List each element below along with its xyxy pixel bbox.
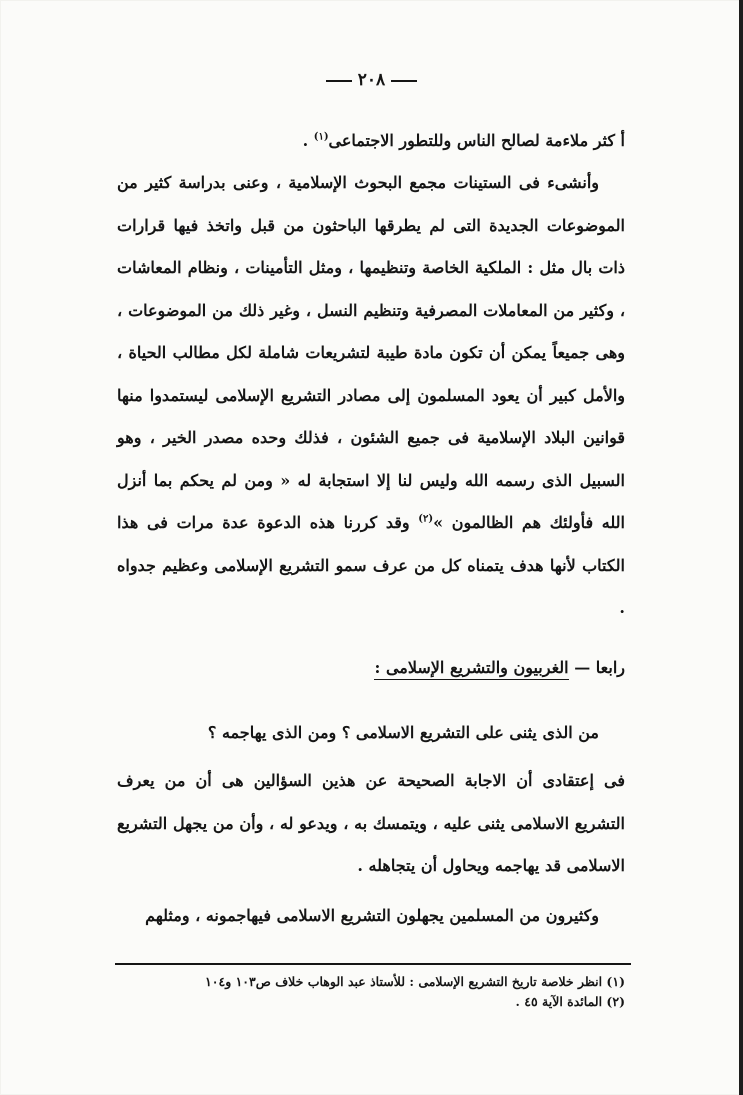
page-number: ٢٠٨ [357,70,386,90]
footnote-divider [115,963,631,965]
paragraph-1-text: أ كثر ملاءمة لصالح الناس وللتطور الاجتماعى [328,131,625,150]
section-title: الغربيون والتشريع الإسلامى : [374,658,568,680]
scan-edge [739,0,743,1095]
footnote-2: (٢) المائدة الآية ٤٥ . [515,994,625,1009]
paragraph-3-text: من الذى يثنى على التشريع الاسلامى ؟ ومن الذى يهاجمه ؟ [207,723,599,742]
paragraph-1-end: . [302,131,314,150]
paragraph-5 [117,895,625,938]
paragraph-2-text-b: وقد كررنا هذه الدعوة عدة مرات فى هذا الكتاب لأنها هدف يتمناه كل من عرف سمو التشريع الإسلامى وعظيم جدواه . [117,513,625,617]
footnotes [117,972,625,1012]
paragraph-2-text-a: وأنشىء فى الستينات مجمع البحوث الإسلامية ، وعنى بدراسة كثير من الموضوعات الجديدة التى لم يطرقها الباحثون من قبل واتخذ فيها قرارات ذات بال مثل : الملكية الخاصة وتنظيمها ، ومثل التأمينات ، ونظام المعاشات ، وكثير من المعاملات المصرفية وتنظيم النسل ، وغير ذلك من الموضوعات ، وهى جميعاً يمكن أن تكون مادة طيبة لتشريعات شاملة لكل مطالب الحياة ، والأمل كبير أن يعود المسلمون إلى مصادر التشريع الإسلامى ليستمدوا منها قوانين البلاد الإسلامية فى جميع الشئون ، فذلك وحده مصدر الخير ، وهو السبيل الذى رسمه الله وليس لنا إلا استجابة له « ومن لم يحكم بما أنزل الله فأولئك هم الظالمون » [117,173,625,532]
paragraph-2 [117,162,625,630]
section-heading [117,658,625,677]
paragraph-5-text: وكثيرون من المسلمين يجهلون التشريع الاسلامى فيهاجمونه ، ومثلهم [145,906,599,925]
paragraph-1 [117,120,625,163]
header-dash-left [326,80,352,82]
paragraph-4-text: فى إعتقادى أن الاجابة الصحيحة عن هذين السؤالين هى أن من يعرف التشريع الاسلامى يثنى عليه ، ويتمسك به ، ويدعو له ، وأن من يجهل التشريع الاسلامى قد يهاجمه ويحاول أن يتجاهله . [117,771,626,875]
page-header [0,70,743,90]
header-dash-right [391,80,417,82]
paragraph-4 [117,760,625,888]
footnote-1: (١) انظر خلاصة تاريخ التشريع الإسلامى : للأستاذ عبد الوهاب خلاف ص١٠٣ و١٠٤ [205,974,625,989]
paragraph-3 [117,712,625,755]
section-label: رابعا — [574,658,625,677]
footnote-ref-1: (١) [313,131,329,143]
footnote-ref-2: (٢) [418,513,434,525]
